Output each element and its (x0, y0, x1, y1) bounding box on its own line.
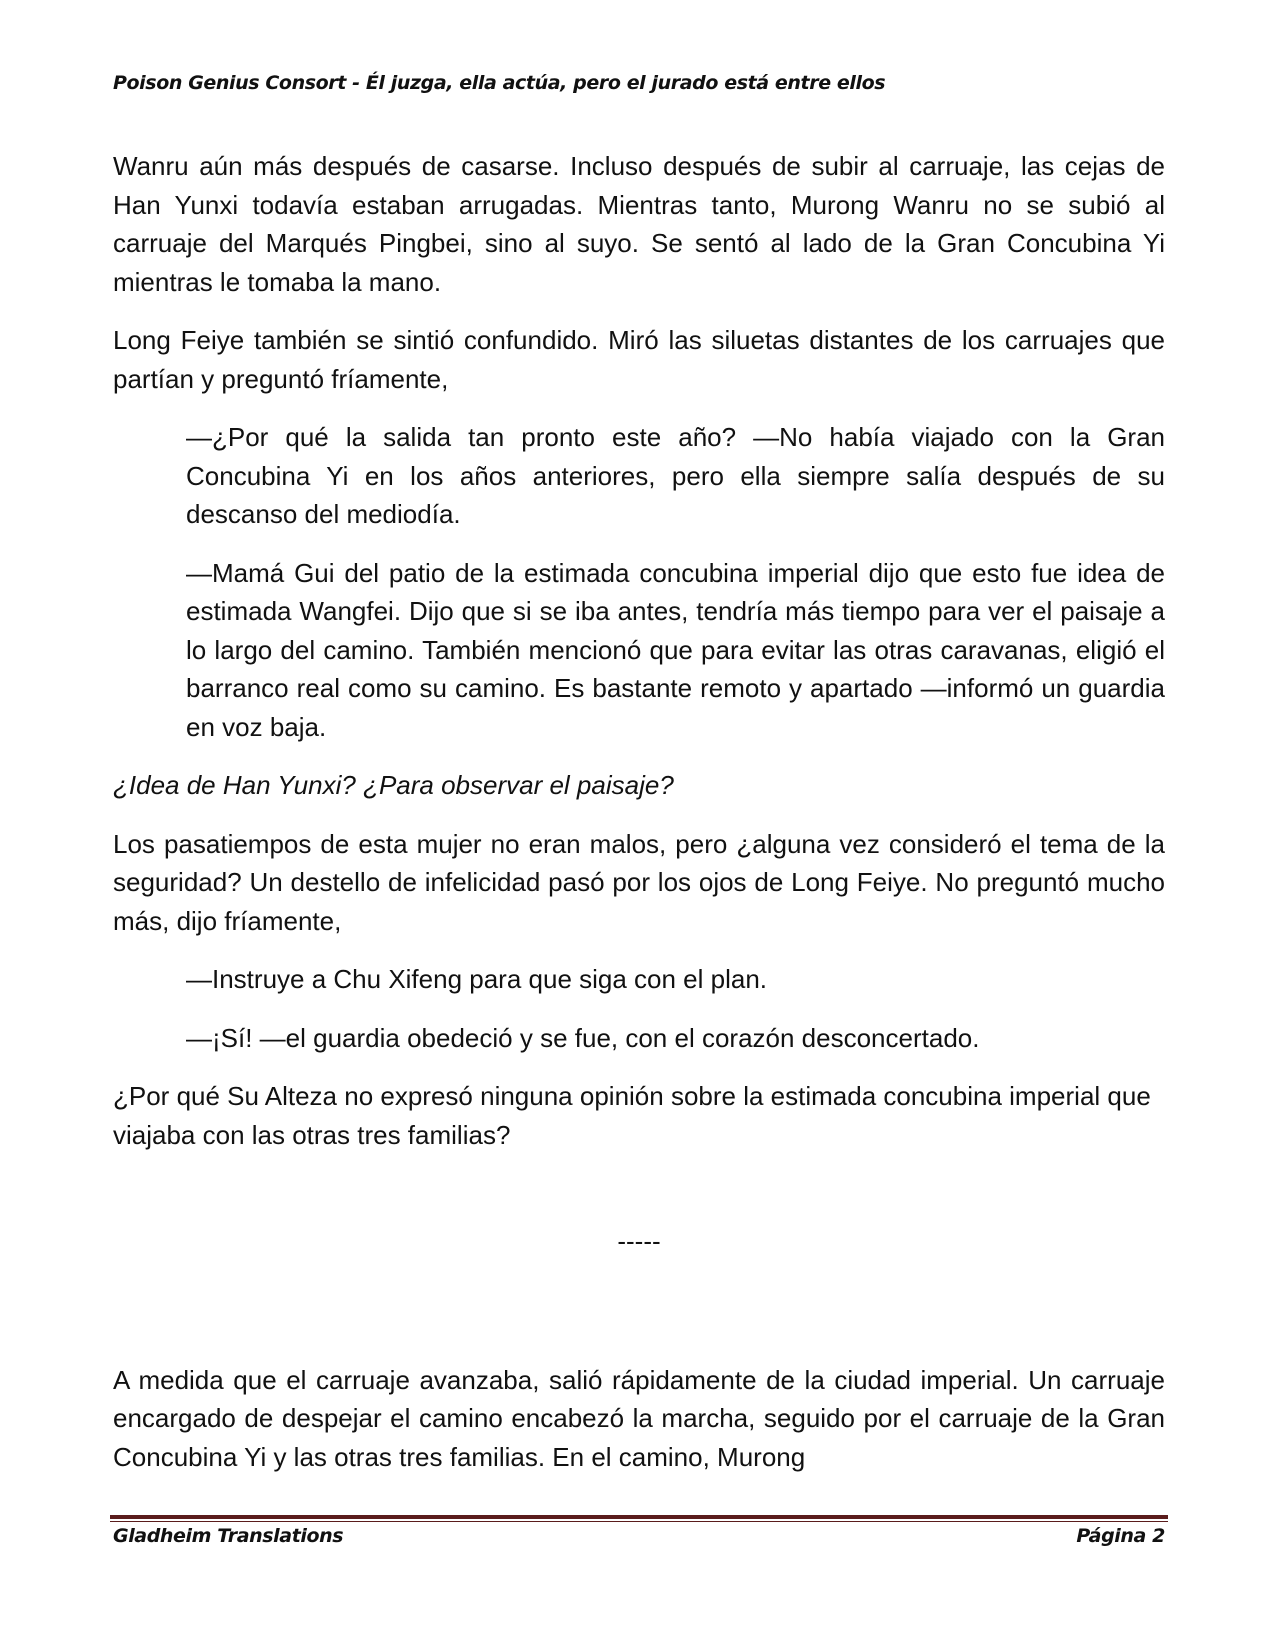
paragraph: Los pasatiempos de esta mujer no eran malos, pero ¿alguna vez consideró el tema de la seguridad? Un destello de infelicidad pasó por los ojos de Long Feiye. No preguntó mucho más, dijo fríamente, (113, 828, 1165, 936)
paragraph: ¿Por qué Su Alteza no expresó ninguna opinión sobre la estimada concubina imperial que viajaba con las otras tres familias? (113, 1081, 1151, 1150)
running-header: Poison Genius Consort - Él juzga, ella actúa, pero el jurado está entre ellos (113, 72, 886, 94)
footer-publisher: Gladheim Translations (113, 1525, 344, 1547)
page-number: Página 2 (1076, 1525, 1165, 1547)
page-body (113, 147, 1165, 1496)
dialogue-paragraph: —¿Por qué la salida tan pronto este año? —No había viajado con la Gran Concubina Yi en los años anteriores, pero ella siempre salía después de su descanso del mediodía. (186, 422, 1165, 529)
footer-rule-thin (110, 1521, 1168, 1522)
dialogue-paragraph: —Instruye a Chu Xifeng para que siga con el plan. (186, 964, 768, 994)
paragraph: Wanru aún más después de casarse. Incluso después de subir al carruaje, las cejas de Han Yunxi todavía estaban arrugadas. Mientras tanto, Murong Wanru no se subió al carruaje del Marqués Pingbei, sino al suyo. Se sentó al lado de la Gran Concubina Yi mientras le tomaba la mano. (113, 151, 1165, 297)
thought-paragraph: ¿Idea de Han Yunxi? ¿Para observar el paisaje? (113, 770, 674, 800)
dialogue-paragraph: —¡Sí! —el guardia obedeció y se fue, con el corazón desconcertado. (186, 1022, 980, 1053)
section-separator: ----- (617, 1226, 661, 1256)
paragraph: Long Feiye también se sintió confundido. Miró las siluetas distantes de los carruajes que partían y preguntó fríamente, (113, 325, 1165, 394)
footer-rule-thick (110, 1515, 1168, 1519)
dialogue-paragraph: —Mamá Gui del patio de la estimada concubina imperial dijo que esto fue idea de estimada Wangfei. Dijo que si se iba antes, tendría más tiempo para ver el paisaje a lo largo del camino. También mencionó que para evitar las otras caravanas, eligió el barranco real como su camino. Es bastante remoto y apartado —informó un guardia en voz baja. (186, 557, 1165, 742)
paragraph: A medida que el carruaje avanzaba, salió rápidamente de la ciudad imperial. Un carruaje encargado de despejar el camino encabezó la marcha, seguido por el carruaje de la Gran Concubina Yi y las otras tres familias. En el camino, Murong (113, 1364, 1165, 1472)
